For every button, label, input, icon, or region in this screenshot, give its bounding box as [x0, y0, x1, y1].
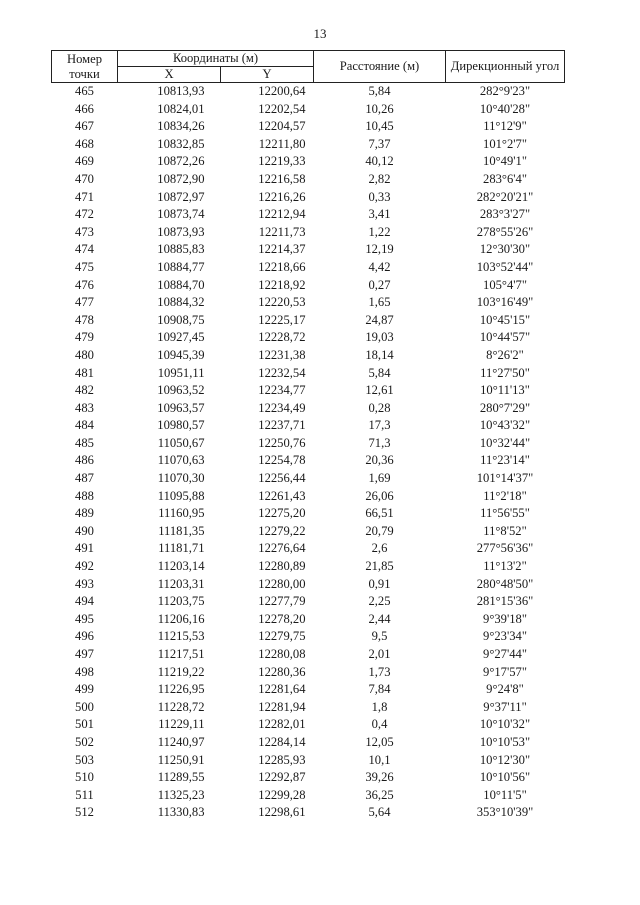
point-number-cell: 482 [75, 383, 94, 398]
table-row [52, 752, 565, 770]
direction-angle-cell: 8°26'2" [486, 347, 524, 362]
y-coordinate-cell: 12216,26 [258, 189, 306, 204]
x-coordinate-cell: 10945,39 [157, 347, 205, 362]
table-row [52, 716, 565, 734]
page-number: 13 [313, 26, 327, 41]
direction-angle-cell: 353°10'39" [476, 805, 534, 820]
direction-angle-cell: 278°55'26" [476, 224, 534, 239]
distance-cell: 1,69 [368, 471, 391, 486]
table-row [52, 365, 565, 383]
y-coordinate-cell: 12225,17 [258, 312, 306, 327]
table-row [52, 435, 565, 453]
y-coordinate-cell: 12254,78 [258, 453, 306, 468]
y-coordinate-cell: 12282,01 [258, 717, 306, 732]
y-coordinate-cell: 12281,94 [258, 699, 306, 714]
distance-cell: 3,41 [368, 207, 391, 222]
distance-cell: 26,06 [365, 488, 394, 503]
table-row [52, 153, 565, 171]
point-number-cell: 466 [75, 101, 94, 116]
x-coordinate-cell: 11250,91 [157, 752, 205, 767]
direction-angle-cell: 11°13'2" [483, 559, 527, 574]
table-row [52, 540, 565, 558]
point-number-cell: 499 [75, 682, 94, 697]
table-row [52, 523, 565, 541]
y-coordinate-cell: 12200,64 [258, 84, 306, 98]
y-coordinate-cell: 12214,37 [258, 242, 306, 257]
x-coordinate-cell: 11160,95 [158, 506, 205, 521]
x-coordinate-cell: 11215,53 [157, 629, 205, 644]
header-distance: Расстояние (м) [314, 51, 446, 83]
coordinates-table [51, 50, 565, 822]
table-row [52, 628, 565, 646]
point-number-cell: 489 [75, 506, 94, 521]
header-point-number: Номер точки [52, 51, 118, 83]
x-coordinate-cell: 10824,01 [157, 101, 205, 116]
direction-angle-cell: 10°49'1" [483, 154, 527, 169]
table-row [52, 224, 565, 242]
distance-cell: 1,22 [368, 224, 391, 239]
point-number-cell: 488 [75, 488, 94, 503]
x-coordinate-cell: 10951,11 [157, 365, 205, 380]
direction-angle-cell: 10°10'53" [479, 734, 531, 749]
point-number-cell: 490 [75, 523, 94, 538]
direction-angle-cell: 11°8'52" [483, 523, 527, 538]
distance-cell: 1,73 [368, 664, 391, 679]
y-coordinate-cell: 12292,87 [258, 770, 306, 785]
y-coordinate-cell: 12218,92 [258, 277, 306, 292]
distance-cell: 0,27 [368, 277, 391, 292]
x-coordinate-cell: 11203,31 [157, 576, 205, 591]
x-coordinate-cell: 11229,11 [158, 717, 205, 732]
x-coordinate-cell: 11325,23 [157, 787, 205, 802]
table-row [52, 382, 565, 400]
distance-cell: 4,42 [368, 259, 391, 274]
point-number-cell: 465 [75, 84, 94, 98]
x-coordinate-cell: 11203,14 [157, 559, 205, 574]
point-number-cell: 471 [75, 189, 94, 204]
x-coordinate-cell: 11070,63 [157, 453, 205, 468]
direction-angle-cell: 101°2'7" [483, 136, 527, 151]
y-coordinate-cell: 12202,54 [258, 101, 306, 116]
y-coordinate-cell: 12280,00 [258, 576, 306, 591]
table-row [52, 558, 565, 576]
direction-angle-cell: 9°39'18" [483, 611, 527, 626]
table-row [52, 417, 565, 435]
y-coordinate-cell: 12261,43 [258, 488, 306, 503]
point-number-cell: 511 [75, 787, 94, 802]
table-body [52, 83, 565, 822]
distance-cell: 0,28 [368, 400, 391, 415]
y-coordinate-cell: 12279,22 [258, 523, 306, 538]
x-coordinate-cell: 10908,75 [157, 312, 205, 327]
table-row [52, 664, 565, 682]
x-coordinate-cell: 10885,83 [157, 242, 205, 257]
y-coordinate-cell: 12228,72 [258, 330, 306, 345]
table-row [52, 681, 565, 699]
direction-angle-cell: 10°10'32" [479, 717, 531, 732]
x-coordinate-cell: 10873,74 [157, 207, 205, 222]
direction-angle-cell: 280°48'50" [476, 576, 534, 591]
y-coordinate-cell: 12234,77 [258, 383, 306, 398]
x-coordinate-cell: 11070,30 [157, 471, 205, 486]
direction-angle-cell: 10°43'32" [479, 418, 531, 433]
x-coordinate-cell: 11203,75 [157, 594, 205, 609]
direction-angle-cell: 11°56'55" [480, 506, 530, 521]
x-coordinate-cell: 10832,85 [157, 136, 205, 151]
distance-cell: 40,12 [365, 154, 394, 169]
point-number-cell: 475 [75, 259, 94, 274]
distance-cell: 0,4 [371, 717, 388, 732]
x-coordinate-cell: 11240,97 [157, 734, 205, 749]
y-coordinate-cell: 12219,33 [258, 154, 306, 169]
point-number-cell: 476 [75, 277, 94, 292]
table-row [52, 312, 565, 330]
y-coordinate-cell: 12216,58 [258, 171, 306, 186]
direction-angle-cell: 10°11'13" [480, 383, 530, 398]
table-row [52, 400, 565, 418]
header-x: X [118, 67, 221, 83]
y-coordinate-cell: 12284,14 [258, 734, 306, 749]
y-coordinate-cell: 12204,57 [258, 119, 306, 134]
point-number-cell: 498 [75, 664, 94, 679]
x-coordinate-cell: 11217,51 [157, 647, 205, 661]
x-coordinate-cell: 10872,97 [157, 189, 205, 204]
y-coordinate-cell: 12279,75 [258, 629, 306, 644]
direction-angle-cell: 280°7'29" [479, 400, 531, 415]
y-coordinate-cell: 12285,93 [258, 752, 306, 767]
distance-cell: 1,65 [368, 295, 391, 310]
distance-cell: 7,84 [368, 682, 391, 697]
x-coordinate-cell: 10963,57 [157, 400, 205, 415]
distance-cell: 5,64 [368, 805, 391, 820]
point-number-cell: 510 [75, 770, 94, 785]
table-row [52, 804, 565, 822]
distance-cell: 2,82 [368, 171, 391, 186]
distance-cell: 36,25 [365, 787, 394, 802]
y-coordinate-cell: 12280,89 [258, 559, 306, 574]
table-row [52, 470, 565, 488]
y-coordinate-cell: 12250,76 [258, 435, 306, 450]
direction-angle-cell: 9°24'8" [486, 682, 524, 697]
direction-angle-cell: 9°23'34" [483, 629, 527, 644]
distance-cell: 1,8 [371, 699, 388, 714]
distance-cell: 18,14 [365, 347, 394, 362]
distance-cell: 12,05 [365, 734, 394, 749]
y-coordinate-cell: 12275,20 [258, 506, 306, 521]
table-row [52, 646, 565, 664]
direction-angle-cell: 9°17'57" [483, 664, 527, 679]
distance-cell: 24,87 [365, 312, 394, 327]
point-number-cell: 495 [75, 611, 94, 626]
table-row [52, 488, 565, 506]
distance-cell: 10,26 [365, 101, 394, 116]
direction-angle-cell: 103°16'49" [476, 295, 534, 310]
distance-cell: 5,84 [368, 84, 391, 98]
point-number-cell: 496 [75, 629, 94, 644]
y-coordinate-cell: 12211,80 [258, 136, 306, 151]
y-coordinate-cell: 12212,94 [258, 207, 306, 222]
direction-angle-cell: 282°9'23" [479, 84, 531, 98]
point-number-cell: 474 [75, 242, 94, 257]
y-coordinate-cell: 12280,08 [258, 647, 306, 661]
point-number-cell: 477 [75, 295, 94, 310]
x-coordinate-cell: 11330,83 [157, 805, 205, 820]
header-y: Y [221, 67, 314, 83]
direction-angle-cell: 283°6'4" [483, 171, 527, 186]
y-coordinate-cell: 12234,49 [258, 400, 306, 415]
table-row [52, 593, 565, 611]
table-row [52, 83, 565, 101]
distance-cell: 20,36 [365, 453, 394, 468]
table-row [52, 259, 565, 277]
direction-angle-cell: 11°2'18" [483, 488, 527, 503]
point-number-cell: 493 [75, 576, 94, 591]
point-number-cell: 487 [75, 471, 94, 486]
distance-cell: 66,51 [365, 506, 394, 521]
point-number-cell: 468 [75, 136, 94, 151]
x-coordinate-cell: 10927,45 [157, 330, 205, 345]
point-number-cell: 483 [75, 400, 94, 415]
point-number-cell: 492 [75, 559, 94, 574]
distance-cell: 12,61 [365, 383, 394, 398]
point-number-cell: 500 [75, 699, 94, 714]
table-row [52, 347, 565, 365]
direction-angle-cell: 10°45'15" [479, 312, 531, 327]
direction-angle-cell: 12°30'30" [479, 242, 531, 257]
direction-angle-cell: 281°15'36" [476, 594, 534, 609]
table-row [52, 699, 565, 717]
x-coordinate-cell: 10834,26 [157, 119, 205, 134]
direction-angle-cell: 10°40'28" [479, 101, 531, 116]
distance-cell: 5,84 [368, 365, 391, 380]
distance-cell: 2,44 [368, 611, 391, 626]
table-row [52, 294, 565, 312]
direction-angle-cell: 105°4'7" [483, 277, 527, 292]
table-row [52, 734, 565, 752]
table-row [52, 136, 565, 154]
x-coordinate-cell: 10884,77 [157, 259, 205, 274]
x-coordinate-cell: 10872,90 [157, 171, 205, 186]
direction-angle-cell: 9°37'11" [483, 699, 527, 714]
distance-cell: 10,45 [365, 119, 394, 134]
direction-angle-cell: 10°10'56" [479, 770, 531, 785]
direction-angle-cell: 283°3'27" [479, 207, 531, 222]
direction-angle-cell: 10°11'5" [483, 787, 527, 802]
distance-cell: 21,85 [365, 559, 394, 574]
x-coordinate-cell: 11095,88 [157, 488, 205, 503]
distance-cell: 71,3 [368, 435, 391, 450]
point-number-cell: 497 [75, 647, 94, 661]
table-row [52, 452, 565, 470]
distance-cell: 7,37 [368, 136, 391, 151]
distance-cell: 2,6 [371, 541, 388, 556]
x-coordinate-cell: 10963,52 [157, 383, 205, 398]
x-coordinate-cell: 11206,16 [157, 611, 205, 626]
table-row [52, 611, 565, 629]
table-row [52, 171, 565, 189]
distance-cell: 10,1 [368, 752, 391, 767]
x-coordinate-cell: 11226,95 [157, 682, 205, 697]
y-coordinate-cell: 12256,44 [258, 471, 306, 486]
x-coordinate-cell: 10884,70 [157, 277, 205, 292]
direction-angle-cell: 277°56'36" [476, 541, 534, 556]
x-coordinate-cell: 11289,55 [157, 770, 205, 785]
point-number-cell: 491 [75, 541, 94, 556]
point-number-cell: 478 [75, 312, 94, 327]
x-coordinate-cell: 10873,93 [157, 224, 205, 239]
point-number-cell: 480 [75, 347, 94, 362]
x-coordinate-cell: 11181,35 [158, 523, 205, 538]
y-coordinate-cell: 12220,53 [258, 295, 306, 310]
point-number-cell: 481 [75, 365, 94, 380]
distance-cell: 0,91 [368, 576, 391, 591]
point-number-cell: 470 [75, 171, 94, 186]
table-row [52, 576, 565, 594]
x-coordinate-cell: 11181,71 [158, 541, 205, 556]
x-coordinate-cell: 10872,26 [157, 154, 205, 169]
point-number-cell: 502 [75, 734, 94, 749]
table-row [52, 241, 565, 259]
y-coordinate-cell: 12299,28 [258, 787, 306, 802]
direction-angle-cell: 10°44'57" [479, 330, 531, 345]
point-number-cell: 503 [75, 752, 94, 767]
point-number-cell: 469 [75, 154, 94, 169]
direction-angle-cell: 10°32'44" [479, 435, 531, 450]
x-coordinate-cell: 10813,93 [157, 84, 205, 98]
distance-cell: 2,01 [368, 647, 391, 661]
y-coordinate-cell: 12280,36 [258, 664, 306, 679]
distance-cell: 20,79 [365, 523, 394, 538]
point-number-cell: 484 [75, 418, 94, 433]
direction-angle-cell: 11°23'14" [480, 453, 530, 468]
point-number-cell: 472 [75, 207, 94, 222]
y-coordinate-cell: 12237,71 [258, 418, 306, 433]
y-coordinate-cell: 12232,54 [258, 365, 306, 380]
point-number-cell: 494 [75, 594, 94, 609]
y-coordinate-cell: 12278,20 [258, 611, 306, 626]
direction-angle-cell: 101°14'37" [476, 471, 534, 486]
direction-angle-cell: 11°27'50" [480, 365, 530, 380]
direction-angle-cell: 282°20'21" [476, 189, 534, 204]
distance-cell: 9,5 [371, 629, 388, 644]
distance-cell: 19,03 [365, 330, 394, 345]
y-coordinate-cell: 12211,73 [258, 224, 306, 239]
y-coordinate-cell: 12231,38 [258, 347, 306, 362]
direction-angle-cell: 103°52'44" [476, 259, 534, 274]
y-coordinate-cell: 12276,64 [258, 541, 306, 556]
header-coordinates: Координаты (м) [118, 51, 314, 67]
x-coordinate-cell: 11050,67 [157, 435, 205, 450]
distance-cell: 39,26 [365, 770, 394, 785]
x-coordinate-cell: 11228,72 [157, 699, 205, 714]
y-coordinate-cell: 12281,64 [258, 682, 306, 697]
distance-cell: 17,3 [368, 418, 391, 433]
y-coordinate-cell: 12298,61 [258, 805, 306, 820]
point-number-cell: 485 [75, 435, 94, 450]
distance-cell: 2,25 [368, 594, 391, 609]
x-coordinate-cell: 10980,57 [157, 418, 205, 433]
y-coordinate-cell: 12218,66 [258, 259, 306, 274]
point-number-cell: 473 [75, 224, 94, 239]
table-row [52, 206, 565, 224]
point-number-cell: 501 [75, 717, 94, 732]
table-row [52, 505, 565, 523]
table-row [52, 329, 565, 347]
point-number-cell: 512 [75, 805, 94, 820]
table-row [52, 189, 565, 207]
direction-angle-cell: 10°12'30" [479, 752, 531, 767]
direction-angle-cell: 11°12'9" [483, 119, 527, 134]
header-direction-angle: Дирекционный угол [446, 51, 565, 83]
distance-cell: 0,33 [368, 189, 391, 204]
table-row [52, 118, 565, 136]
x-coordinate-cell: 11219,22 [157, 664, 205, 679]
table-row [52, 277, 565, 295]
point-number-cell: 479 [75, 330, 94, 345]
y-coordinate-cell: 12277,79 [258, 594, 306, 609]
direction-angle-cell: 9°27'44" [483, 647, 527, 661]
point-number-cell: 467 [75, 119, 94, 134]
point-number-cell: 486 [75, 453, 94, 468]
table-row [52, 769, 565, 787]
table-row [52, 787, 565, 805]
distance-cell: 12,19 [365, 242, 394, 257]
table-row [52, 101, 565, 119]
x-coordinate-cell: 10884,32 [157, 295, 205, 310]
